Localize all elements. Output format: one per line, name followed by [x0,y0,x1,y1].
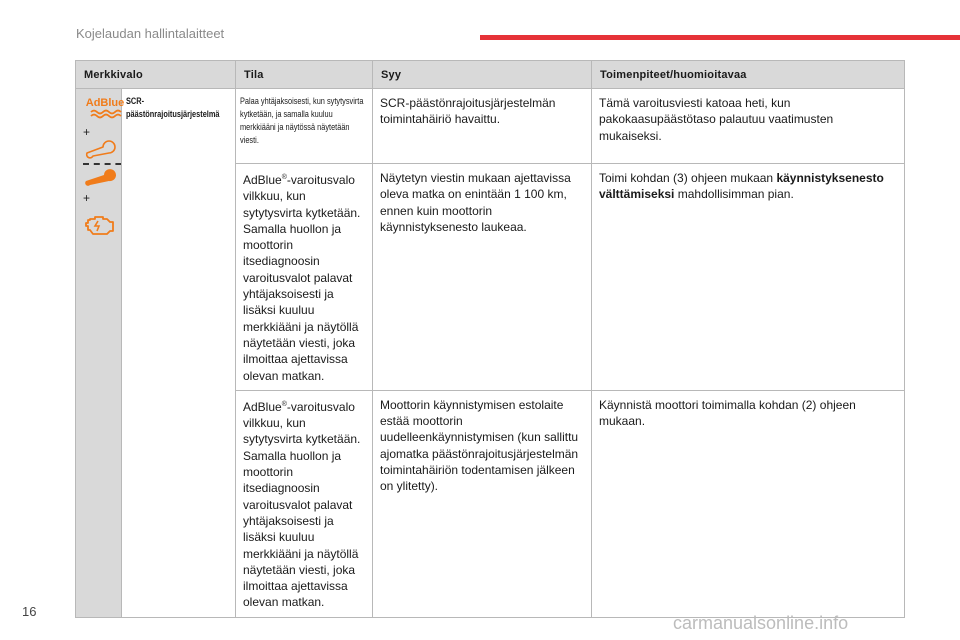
watermark: carmanualsonline.info [673,613,849,633]
state-cell [236,164,373,391]
table-row [76,89,905,164]
action-cell: Tämä varoitusviesti katoaa heti, kun pakokaasupäästötaso palautuu vaatimusten mukaiseksi. [592,89,905,164]
state-text: AdBlue®-varoitusvalo vilkkuu, kun sytytysvirta kytketään. Samalla huollon ja moottorin itsediagnoosin varoitusvalot palavat yhtäjaksoisesti ja lisäksi kuuluu merkkiääni ja näytöllä näytetään viesti, joka ilmoittaa ajettavissa olevan matkan. [243,399,361,610]
column-header-cause: Syy [373,61,592,89]
cause-cell: SCR-päästönrajoitusjärjestelmän toimintahäiriö havaittu. [373,89,592,164]
action-cell: Toimi kohdan (3) ohjeen mukaan käynnistyksenesto välttämiseksi mahdollisimman pian. [592,164,905,391]
state-cell [236,390,373,617]
action-emphasis: käynnistyksenesto välttämiseksi [599,171,884,202]
table-header-row [76,61,905,89]
indicator-icons-cell [76,89,125,618]
column-header-state: Tila [236,61,373,89]
adblue-icon [83,95,127,119]
engine-icon [83,213,115,237]
action-cell: Käynnistä moottori toimimalla kohdan (2) ohjeen mukaan. [592,390,905,617]
wrench-solid-icon [83,169,119,187]
state-text: AdBlue®-varoitusvalo vilkkuu, kun sytytysvirta kytketään. Samalla huollon ja moottorin itsediagnoosin varoitusvalot palavat yhtäjaksoisesti ja lisäksi kuuluu merkkiääni ja näytöllä näytetään viesti, joka ilmoittaa ajettavissa olevan matkan. [243,173,361,383]
plus-sign: + [83,191,91,205]
wrench-outline-icon [83,139,119,159]
column-header-indicator: Merkkivalo [76,61,236,89]
section-title: Kojelaudan hallintalaitteet [76,26,225,41]
column-header-action: Toimenpiteet/huomioitavaa [592,61,905,89]
indicator-table [75,60,905,618]
svg-text:AdBlue: AdBlue [85,97,125,109]
header-accent-bar [480,35,960,40]
indicator-name-cell [122,89,236,618]
page-number: 16 [22,604,37,619]
state-text: Palaa yhtäjaksoisesti, kun sytytysvirta kytketään, ja samalla kuuluu merkkiääni ja näytössä näytetään viesti. [240,96,364,145]
cause-cell: Näytetyn viestin mukaan ajettavissa oleva matka on enintään 1 100 km, ennen kuin moottorin käynnistyksenesto laukeaa. [373,164,592,391]
cause-cell: Moottorin käynnistymisen estolaite estää moottorin uudelleenkäynnistymisen (kun sallittu ajomatka päästönrajoitusjärjestelmän toimintahäiriön todentamisen jälkeen on ylitetty). [373,390,592,617]
indicator-name: SCR-päästönrajoitusjärjestelmä [126,96,220,119]
plus-sign: + [83,125,91,139]
state-cell [236,89,373,164]
